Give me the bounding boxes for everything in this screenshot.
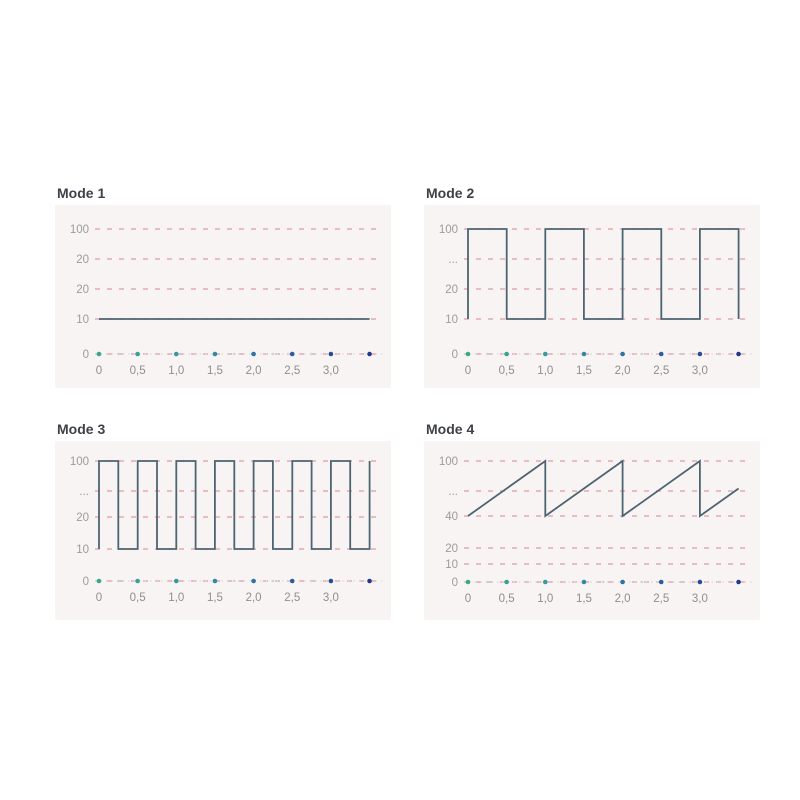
- svg-text:10: 10: [76, 544, 89, 556]
- chart-block-mode-3: [55, 421, 391, 620]
- mode-1-chart: [55, 205, 391, 388]
- chart-block-mode-1: [55, 185, 391, 388]
- svg-text:40: 40: [445, 511, 458, 523]
- chart-title-mode-4: Mode 4: [426, 421, 475, 437]
- svg-text:10: 10: [445, 559, 458, 571]
- svg-text:10: 10: [445, 314, 458, 326]
- svg-text:2,5: 2,5: [284, 365, 301, 377]
- svg-text:0,5: 0,5: [498, 365, 515, 377]
- svg-text:1,5: 1,5: [575, 365, 592, 377]
- chart-title-mode-2: Mode 2: [426, 185, 475, 201]
- svg-text:...: ...: [79, 486, 89, 498]
- svg-text:100: 100: [69, 456, 89, 468]
- svg-text:3,0: 3,0: [322, 592, 339, 604]
- svg-text:2,0: 2,0: [614, 365, 631, 377]
- svg-text:2,5: 2,5: [653, 365, 670, 377]
- svg-text:0: 0: [82, 349, 89, 361]
- svg-text:20: 20: [445, 284, 458, 296]
- svg-text:20: 20: [445, 543, 458, 555]
- svg-text:0: 0: [95, 592, 103, 604]
- svg-text:2,0: 2,0: [614, 593, 631, 605]
- mode-2-chart: [424, 205, 760, 388]
- chart-title-mode-1: Mode 1: [57, 185, 106, 201]
- svg-text:0,5: 0,5: [129, 592, 146, 604]
- svg-text:1,0: 1,0: [168, 365, 185, 377]
- mode-4-chart: [424, 441, 760, 620]
- svg-text:0: 0: [451, 577, 458, 589]
- svg-text:20: 20: [76, 284, 89, 296]
- svg-text:...: ...: [448, 254, 458, 266]
- svg-text:0: 0: [464, 593, 472, 605]
- svg-text:2,5: 2,5: [284, 592, 301, 604]
- svg-text:3,0: 3,0: [691, 365, 708, 377]
- svg-text:2,0: 2,0: [245, 592, 262, 604]
- chart-block-mode-2: [424, 185, 760, 388]
- svg-text:0: 0: [464, 365, 472, 377]
- svg-text:100: 100: [438, 224, 458, 236]
- svg-text:10: 10: [76, 314, 89, 326]
- svg-text:3,0: 3,0: [691, 593, 708, 605]
- svg-text:2,5: 2,5: [653, 593, 670, 605]
- svg-text:1,0: 1,0: [537, 365, 554, 377]
- svg-text:1,0: 1,0: [537, 593, 554, 605]
- mode-3-chart: [55, 441, 391, 620]
- chart-block-mode-4: [424, 421, 760, 620]
- svg-text:0: 0: [82, 576, 89, 588]
- svg-text:1,5: 1,5: [206, 365, 223, 377]
- svg-text:3,0: 3,0: [322, 365, 339, 377]
- chart-title-mode-3: Mode 3: [57, 421, 106, 437]
- svg-text:0,5: 0,5: [498, 593, 515, 605]
- charts-grid: [55, 185, 760, 620]
- svg-text:1,5: 1,5: [206, 592, 223, 604]
- svg-text:...: ...: [448, 486, 458, 498]
- svg-text:0,5: 0,5: [129, 365, 146, 377]
- svg-text:1,0: 1,0: [168, 592, 185, 604]
- svg-text:2,0: 2,0: [245, 365, 262, 377]
- svg-text:100: 100: [69, 224, 89, 236]
- svg-text:20: 20: [76, 254, 89, 266]
- svg-text:0: 0: [95, 365, 103, 377]
- svg-text:1,5: 1,5: [575, 593, 592, 605]
- svg-text:20: 20: [76, 512, 89, 524]
- svg-text:0: 0: [451, 349, 458, 361]
- svg-text:100: 100: [438, 456, 458, 468]
